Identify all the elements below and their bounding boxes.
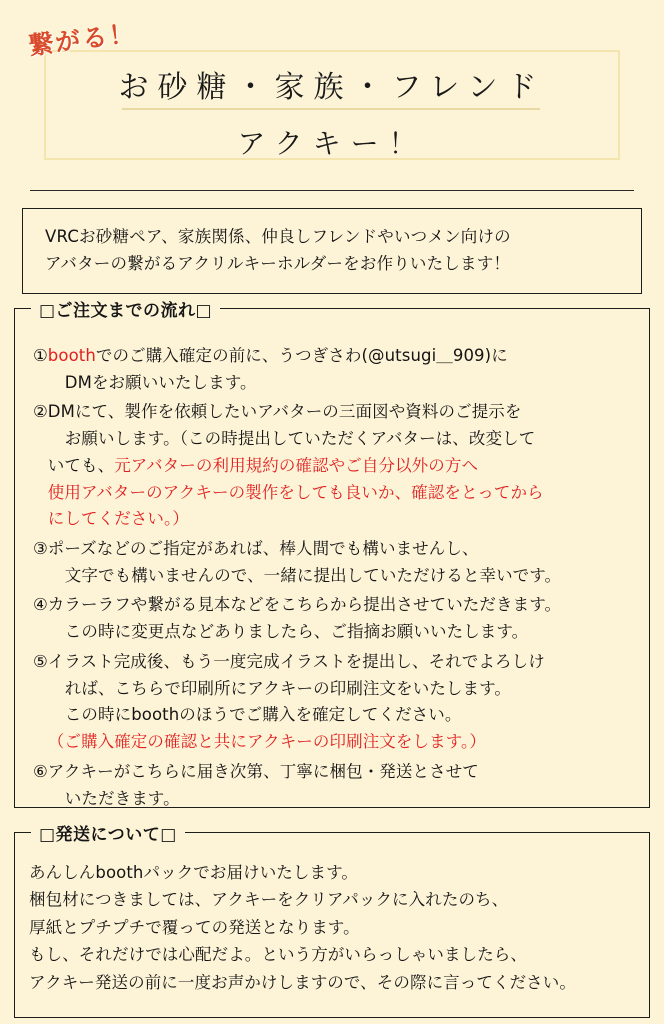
shipping-line: もし、それだけでは心配だよ。という方がいらっしゃいましたら、: [29, 945, 527, 965]
highlight-text: 使用アバターのアクキーの製作をしても良いか、確認をとってから: [47, 482, 544, 502]
intro-line-2: アバターの繋がるアクリルキーホルダーをお作りいたします！: [45, 254, 511, 274]
order-flow-item: [33, 343, 633, 396]
page-subtitle: アクキー！: [237, 127, 427, 160]
order-flow-item-number: ⑥: [33, 761, 48, 781]
order-flow-item-text: [48, 343, 633, 396]
body-text: 文字でも構いませんので、一緒に提出していただけると幸いです。: [64, 565, 562, 585]
body-text: カラーラフや繋がる見本などをこちらから提出させていただきます。: [47, 595, 562, 615]
order-flow-item-line: [48, 480, 633, 507]
order-flow-item-number: ⑤: [33, 651, 48, 671]
order-flow-item-number: ③: [33, 539, 48, 559]
shipping-heading: □発送について□: [31, 820, 185, 845]
order-flow-item: [33, 399, 633, 533]
body-text: いても、: [47, 455, 115, 475]
shipping-section: [14, 825, 650, 1018]
order-flow-item-line: [48, 649, 633, 676]
order-flow-item-text: [48, 536, 633, 589]
order-flow-item-line: [48, 759, 633, 786]
order-flow-item-line: [48, 786, 633, 813]
order-flow-item-line: [48, 619, 633, 646]
body-text: でのご購入確定の前に、うつぎさわ(@utsugi＿909)に: [95, 346, 508, 365]
order-flow-item-line: [48, 729, 633, 756]
shipping-line: アクキー発送の前に一度お声かけしますので、その際に言ってください。: [29, 972, 576, 992]
order-flow-item: [33, 649, 633, 756]
order-flow-item-line: [48, 453, 633, 480]
body-text: この時にboothのほうでご購入を確定してください。: [64, 705, 462, 725]
intro-box: [22, 208, 642, 294]
order-flow-item-number: ④: [33, 595, 48, 615]
body-text: DMをお願いいたします。: [64, 372, 257, 392]
order-flow-item-line: [48, 676, 633, 703]
header-badge: 繋がる！: [26, 18, 138, 61]
order-flow-item-text: [48, 649, 633, 756]
body-text: この時に変更点などありましたら、ご指摘お願いいたします。: [64, 622, 529, 642]
highlight-text: 元アバターの利用規約の確認やご自分以外の方へ: [114, 455, 479, 475]
page-header: [0, 0, 664, 168]
intro-line-1: VRCお砂糖ペア、家族関係、仲良しフレンドやいつメン向けの: [45, 227, 511, 246]
shipping-line: 梱包材につきましては、アクキーをクリアパックに入れたのち、: [29, 890, 509, 910]
order-flow-item-line: [48, 536, 633, 563]
highlight-text: booth: [47, 346, 96, 365]
title-underline: [122, 108, 540, 110]
order-flow-item: [33, 536, 633, 589]
body-text: れば、こちらで印刷所にアクキーの印刷注文をいたします。: [64, 678, 512, 698]
body-text: いただきます。: [64, 788, 180, 808]
order-flow-item-text: [48, 399, 633, 533]
body-text: イラスト完成後、もう一度完成イラストを提出し、それでよろしけ: [47, 651, 545, 671]
shipping-line: 厚紙とプチプチで覆っての発送となります。: [29, 917, 360, 937]
order-flow-section: [14, 301, 650, 808]
order-flow-item-line: [48, 563, 633, 590]
order-flow-item-line: [48, 399, 633, 426]
order-flow-heading: □ご注文までの流れ□: [31, 296, 220, 321]
shipping-text: [15, 833, 649, 996]
order-flow-item-line: [48, 592, 633, 619]
order-flow-item-line: [48, 343, 633, 370]
highlight-text: （ご購入確定の確認と共にアクキーの印刷注文をします。）: [47, 732, 486, 752]
order-flow-item-line: [48, 370, 633, 397]
body-text: DMにて、製作を依頼したいアバターの三面図や資料のご提示を: [47, 402, 522, 422]
order-flow-item: [33, 592, 633, 645]
order-flow-list: [15, 309, 649, 812]
page-title: お砂糖・家族・フレンド: [118, 70, 546, 105]
header-divider: [30, 190, 634, 191]
order-flow-item-number: ②: [33, 402, 48, 422]
order-flow-item-line: [48, 426, 633, 453]
shipping-line: あんしんboothパックでお届けいたします。: [29, 863, 358, 882]
body-text: お願いします。（この時提出していただくアバターは、改変して: [64, 429, 536, 449]
order-flow-item-text: [48, 759, 633, 812]
highlight-text: にしてください。）: [47, 509, 189, 529]
order-flow-item-text: [48, 592, 633, 645]
body-text: アクキーがこちらに届き次第、丁寧に梱包・発送とさせて: [47, 761, 479, 781]
body-text: ポーズなどのご指定があれば、棒人間でも構いませんし、: [47, 539, 479, 559]
order-flow-item-number: ①: [33, 346, 48, 365]
order-flow-item-line: [48, 702, 633, 729]
order-flow-item-line: [48, 506, 633, 533]
order-flow-item: [33, 759, 633, 812]
